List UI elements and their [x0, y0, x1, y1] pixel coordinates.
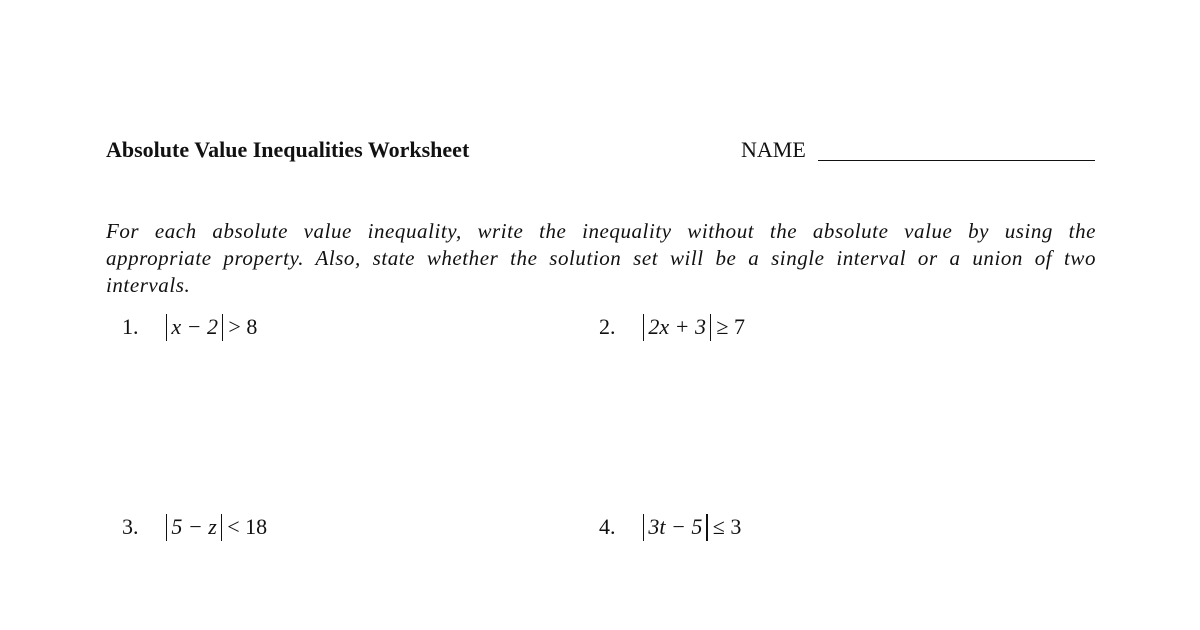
instructions: For each absolute value inequality, write the inequality without the absolute value by using the appropriate property. Also, state whether the solution set will be a single interval or a union of two intervals.: [106, 219, 1096, 297]
problem-expression: [639, 312, 745, 342]
absolute-bar-right: [706, 514, 707, 541]
name-field: [741, 136, 806, 164]
inequality-relation: < 18: [227, 514, 268, 539]
problem-number: 1.: [122, 314, 139, 339]
problem-number: 3.: [122, 514, 139, 539]
problem-number: 2.: [599, 314, 616, 339]
problem-expression: [162, 312, 257, 342]
inequality-relation: > 8: [228, 314, 258, 339]
name-label: NAME: [741, 137, 806, 162]
worksheet-title: Absolute Value Inequalities Worksheet: [106, 137, 470, 162]
absolute-inner: 2x + 3: [648, 314, 707, 339]
problem-expression: [162, 512, 267, 542]
absolute-bar-right: [710, 314, 711, 341]
absolute-bar-right: [221, 514, 222, 541]
problem-number: 4.: [599, 514, 616, 539]
absolute-bar-left: [166, 314, 167, 341]
absolute-inner: 3t − 5: [648, 514, 703, 539]
inequality-relation: ≤ 3: [712, 514, 742, 539]
absolute-bar-left: [166, 514, 167, 541]
absolute-bar-right: [222, 314, 223, 341]
absolute-bar-left: [643, 514, 644, 541]
absolute-bar-left: [643, 314, 644, 341]
name-blank-line[interactable]: [818, 160, 1095, 161]
problem-expression: [639, 512, 741, 542]
absolute-inner: 5 − z: [171, 514, 217, 539]
absolute-inner: x − 2: [171, 314, 219, 339]
inequality-relation: ≥ 7: [716, 314, 745, 339]
